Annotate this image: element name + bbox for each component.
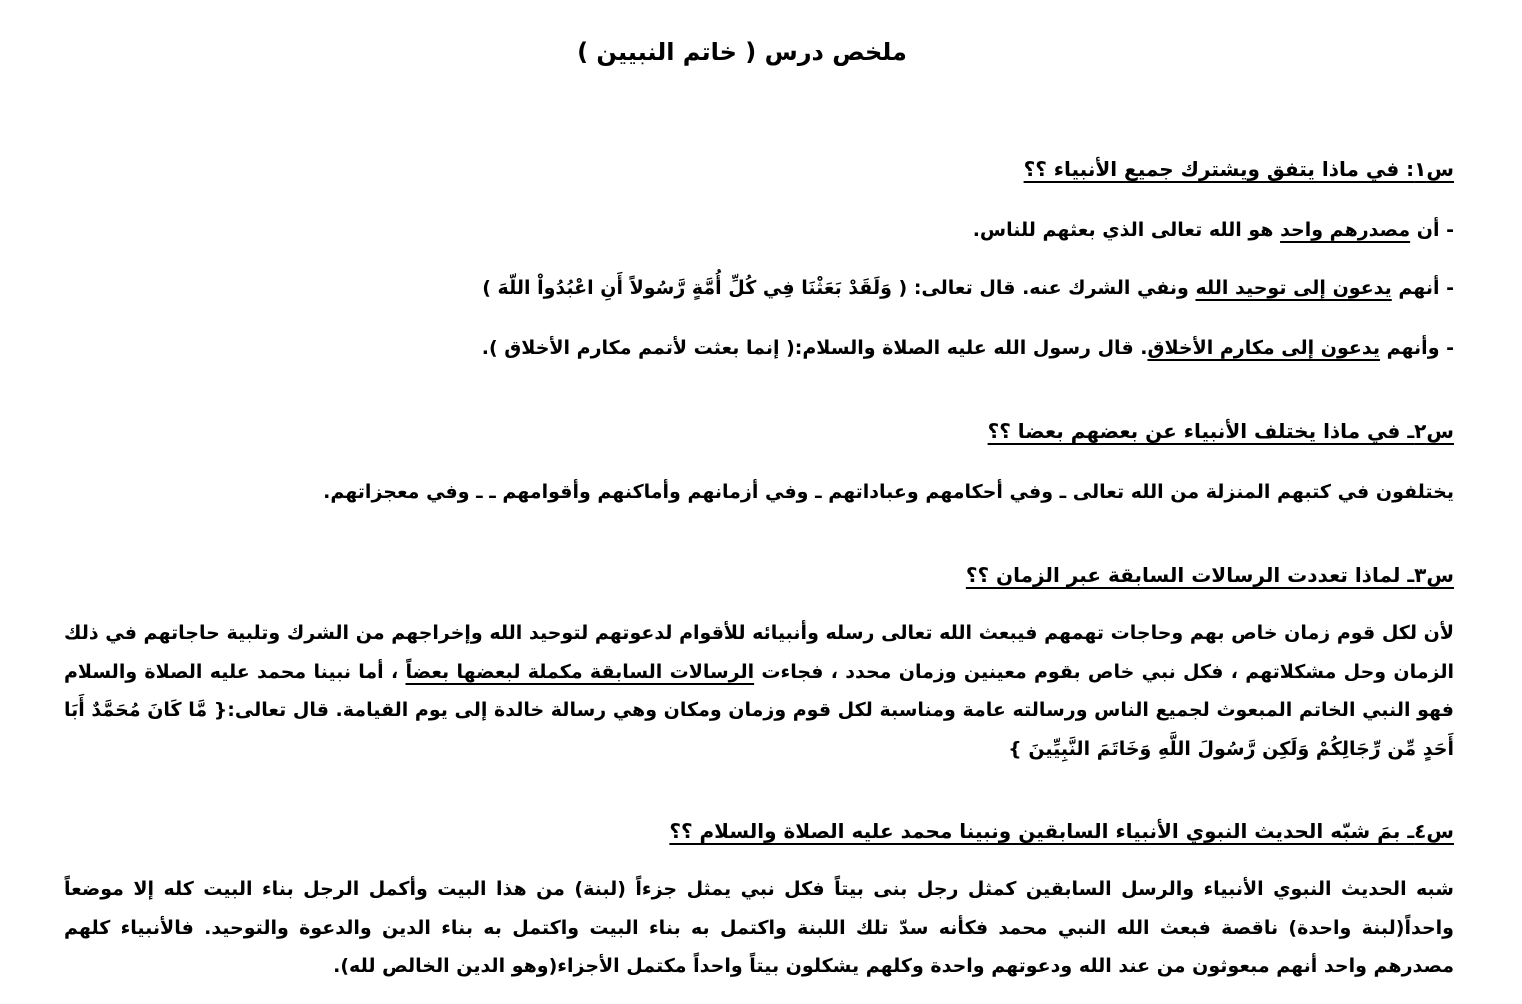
answer-line bbox=[54, 215, 1454, 245]
question-2: س٢ـ في ماذا يختلف الأنبياء عن بعضهم بعضا ؟؟ bbox=[987, 419, 1454, 443]
answer-text: لأن لكل قوم زمان خاص بهم وحاجات تهمهم فيبعث الله تعالى رسله وأنبيائه للأقوام لدعوتهم لتوحيد الله وإخراجهم من الشرك وتلبية حاجاتهم في ذلك الزمان وحل مشكلاتهم ، فكل نبي خاص بقوم معينين وزمان محدد ، فجاءت bbox=[64, 622, 1454, 683]
answer-text: . قال رسول الله عليه الصلاة والسلام:( إنما بعثت لأتمم مكارم الأخلاق ). bbox=[481, 337, 1148, 359]
question-2-section bbox=[54, 416, 1454, 446]
answer-underlined-text: الرسالات السابقة مكملة لبعضها بعضاً bbox=[405, 660, 755, 683]
question-3: س٣ـ لماذا تعددت الرسالات السابقة عبر الزمان ؟؟ bbox=[965, 563, 1454, 587]
question-3-section bbox=[54, 560, 1454, 590]
answer-text: ، أما نبينا محمد عليه الصلاة والسلام فهو النبي الخاتم المبعوث لجميع الناس ورسالته عامة ومناسبة لكل قوم وزمان ومكان وهي رسالة خالدة إلى يوم القيامة. قال تعالى:{ مَّا كَانَ مُحَمَّدٌ أَبَا أَحَدٍ مِّن رِّجَالِكُمْ وَلَكِن رَّسُولَ اللَّهِ وَخَاتَمَ النَّبِيِّينَ } bbox=[64, 660, 1454, 760]
answer-text: ونفي الشرك عنه. قال تعالى: ( وَلَقَدْ بَعَثْنَا فِي كُلِّ أُمَّةٍ رَّسُولاً أَنِ اعْبُدُواْ اللّهَ ) bbox=[482, 277, 1196, 299]
answer-paragraph: شبه الحديث النبوي الأنبياء والرسل السابقين كمثل رجل بنى بيتاً فكل نبي يمثل جزءاً (لبنة) من هذا البيت وأكمل الرجل بناء البيت كله إلا موضعاً واحداً(لبنة واحدة) ناقصة فبعث الله النبي محمد فكأنه سدّ تلك اللبنة واكتمل به بناء البيت واكتمل به بناء الدين والدعوة والتوحيد. فالأنبياء كلهم مصدرهم واحد أنهم مبعوثون من عند الله ودعوتهم واحدة وكلهم يشكلون بيتاً واحداً مكتمل الأجزاء(وهو الدين الخالص لله). bbox=[64, 878, 1454, 977]
answer-2 bbox=[54, 477, 1454, 507]
question-1-section bbox=[54, 154, 1454, 184]
answer-text: - أنهم bbox=[1391, 277, 1454, 299]
answer-text: يختلفون في كتبهم المنزلة من الله تعالى ـ وفي أحكامهم وعباداتهم ـ وفي أزمانهم وأماكنهم وأقوامهم ـ ـ وفي معجزاتهم. bbox=[323, 481, 1454, 503]
answer-underlined-text: يدعون إلى مكارم الأخلاق bbox=[1147, 337, 1380, 359]
question-1: س١: في ماذا يتفق ويشترك جميع الأنبياء ؟؟ bbox=[1023, 157, 1454, 181]
page-title: ملخص درس ( خاتم النبيين ) bbox=[577, 38, 907, 66]
answer-text: - أن bbox=[1410, 219, 1454, 241]
answer-text: هو الله تعالى الذي بعثهم للناس. bbox=[972, 219, 1281, 241]
answer-line bbox=[54, 333, 1454, 363]
answer-text: - وأنهم bbox=[1379, 337, 1454, 359]
answer-underlined-text: مصدرهم واحد bbox=[1280, 219, 1411, 241]
answer-1-2 bbox=[54, 273, 1454, 303]
answer-3 bbox=[64, 614, 1454, 768]
question-4-section bbox=[54, 816, 1454, 846]
answer-line bbox=[54, 273, 1454, 303]
answer-1-3 bbox=[54, 333, 1454, 363]
answer-4 bbox=[64, 870, 1454, 986]
answer-paragraph bbox=[64, 614, 1454, 768]
answer-1-1 bbox=[54, 215, 1454, 245]
answer-underlined-text: يدعون إلى توحيد الله bbox=[1195, 277, 1392, 299]
question-4: س٤ـ بمَ شبّه الحديث النبوي الأنبياء السابقين ونبينا محمد عليه الصلاة والسلام ؟؟ bbox=[669, 819, 1454, 843]
